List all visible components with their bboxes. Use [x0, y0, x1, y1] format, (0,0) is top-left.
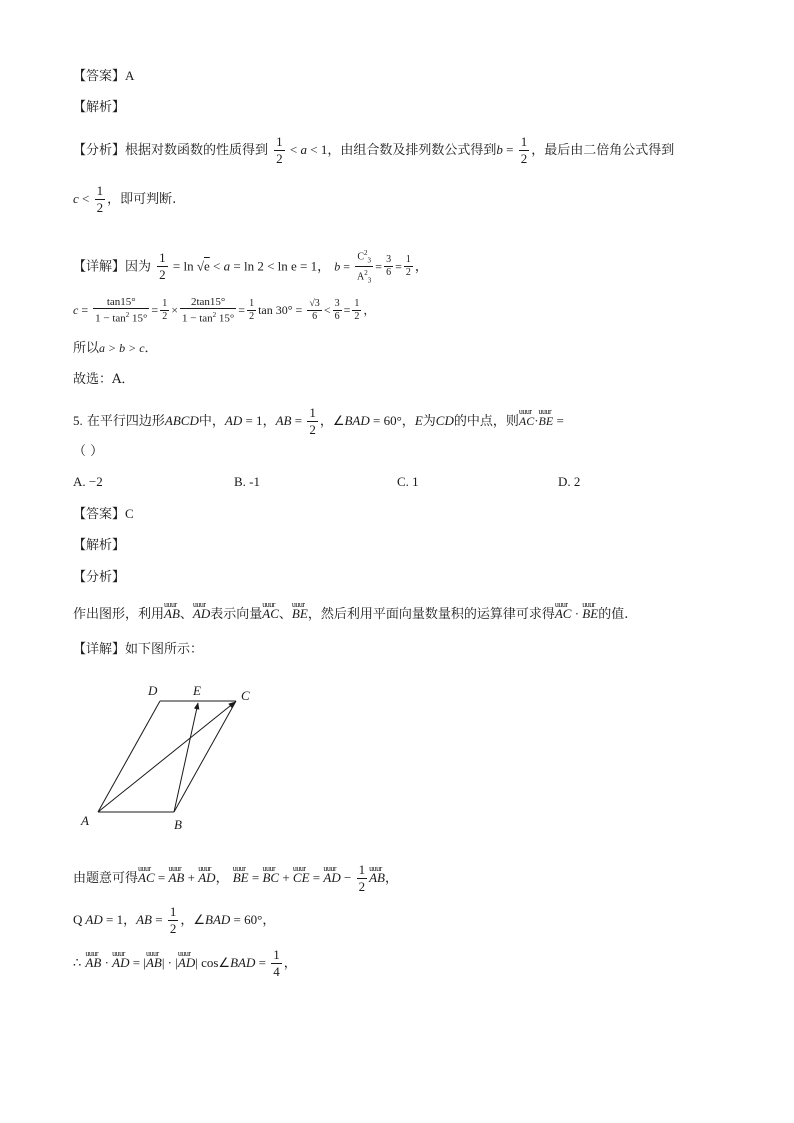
vector-ac	[98, 702, 235, 812]
detail-line-3: 【详解】如下图所示：	[73, 642, 204, 657]
answer-label: 【答案】	[73, 69, 126, 84]
analysis-label: 【分析】	[73, 143, 126, 158]
answer-value: C	[125, 506, 134, 521]
option-c: C. 1	[397, 474, 419, 489]
point-d: D	[148, 683, 158, 698]
side-ad	[98, 701, 160, 812]
conclusion-line: 所以a > b > c．	[73, 341, 158, 356]
point-b: B	[174, 817, 182, 832]
side-bc	[174, 701, 236, 812]
option-a: A. −2	[73, 474, 103, 489]
answer-label: 【答案】	[73, 507, 126, 522]
analysis-line-2: c < $\frac{1}{2}$ ，即可判断.	[73, 183, 177, 215]
answer-value: A	[125, 68, 135, 83]
detail-line-2: c = $\frac{\tan 15^\circ}{1 - \tan^2 15^\circ}$ = $\frac{1}{2}$ × $\frac{2\tan 15^\circ}{1 - \tan^2 15^\circ}$ = $\frac{1}{2}$ tan 30° = $\frac{√3}{6}$ < $\frac{3}{6}$ = $\frac{1}{2}$ ，	[73, 296, 376, 325]
question-5: 5. 在平行四边形ABCD中，AD = 1，AB = $\frac{1}{2}$ ，∠BAD = 60°，E为CD的中点，则uuur AC·uuur BE =	[73, 405, 564, 438]
detail-line-1: 【详解】因为 $\frac{1}{2}$ = ln √e < a = ln 2 < ln e = 1， b = $\frac{C^2_3}{A^2_3}$ = $\frac{3}{6}$ = $\frac{1}{2}$ ，	[73, 249, 428, 285]
answer-line-2	[73, 504, 134, 525]
analysis-line-1: 【分析】根据对数函数的性质得到 $\frac{1}{2}$ < a < 1，由组合数及排列数公式得到b = $\frac{1}{2}$ ，最后由二倍角公式得到	[73, 134, 675, 166]
point-a: A	[81, 813, 89, 828]
parallelogram-diagram	[70, 680, 270, 840]
question-number: 5.	[73, 413, 83, 428]
analysis-heading-2: 【分析】	[73, 570, 126, 585]
detail-line-4: 由题意可得uuur AC = uuur AB + uuur AD， uuur BE = uuur BC + uuur CE = uuur AD − $\frac{1}{2}$ uuur AB，	[73, 862, 398, 895]
analysis-line-3: 作出图形，利用uuur AB、uuur AD表示向量uuur AC、uuur BE，然后利用平面向量数量积的运算律可求得uuur AC · uuur BE的值.	[73, 604, 628, 625]
detail-label: 【详解】	[73, 259, 126, 275]
detail-line-5: Q AD = 1，AB = $\frac{1}{2}$ ，∠BAD = 60°，	[73, 904, 276, 936]
question-5-blank: （ ）	[73, 444, 104, 459]
detail-line-6: ∴ uuur AB · uuur AD = |uuur AB| · |uuur AD| cos∠BAD = $\frac{1}{4}$ ，	[73, 947, 297, 980]
vector-be	[174, 703, 198, 812]
option-b: B. -1	[234, 474, 260, 489]
point-e: E	[193, 683, 201, 698]
point-c: C	[241, 688, 250, 703]
answer-line-1	[73, 66, 134, 87]
choice-line-1: 故选：A．	[73, 372, 135, 387]
option-d: D. 2	[558, 474, 581, 489]
fraction-half: $\frac{1}{2}$	[276, 134, 283, 166]
jiexi-heading-1: 【解析】	[73, 100, 126, 115]
jiexi-heading-2: 【解析】	[73, 538, 126, 553]
